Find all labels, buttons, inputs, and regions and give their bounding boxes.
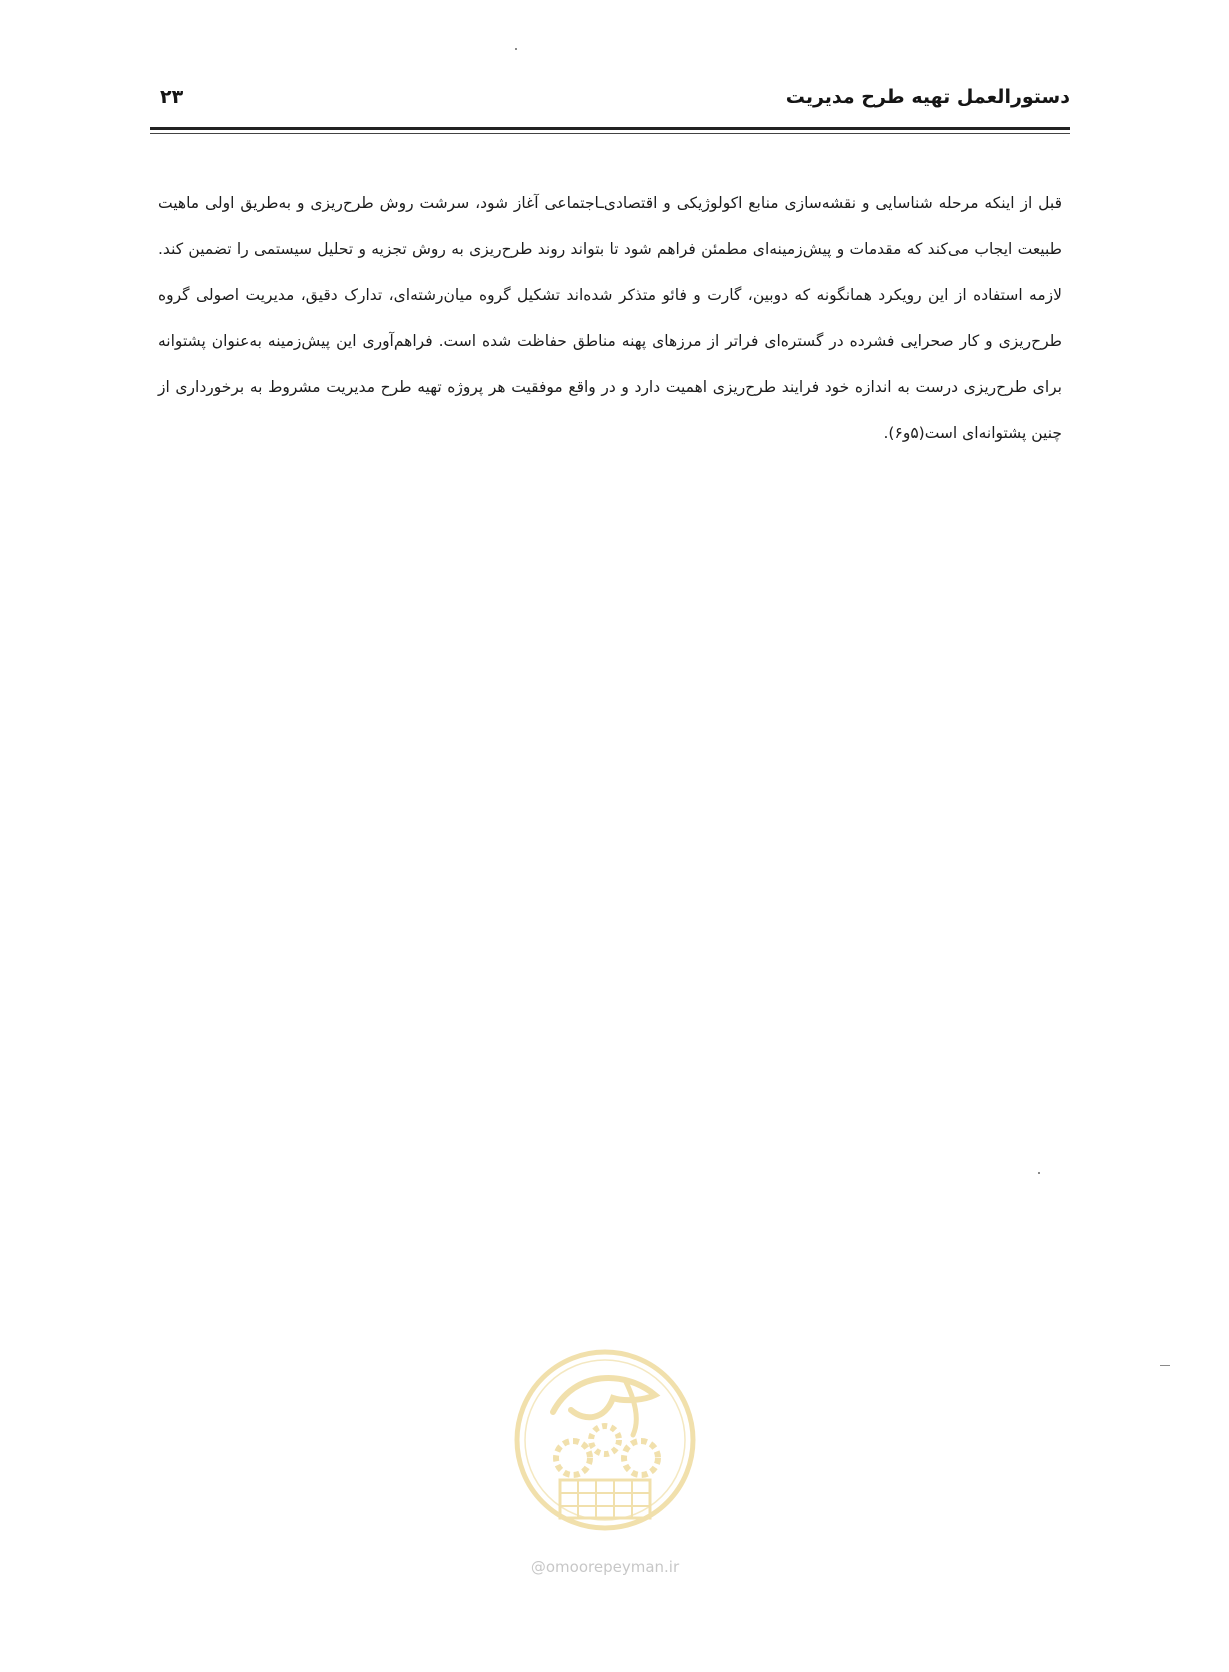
header-rule-thick <box>150 127 1070 130</box>
header-title: دستورالعمل تهیه طرح مدیریت <box>785 86 1070 108</box>
watermark-url: @omoorepeyman.ir <box>530 1558 680 1576</box>
scan-speck <box>1160 1365 1170 1366</box>
scan-speck <box>515 48 517 50</box>
running-header <box>150 80 1070 120</box>
body-paragraph: قبل از اینکه مرحله شناسایی و نقشه‌سازی منابع اکولوژیکی و اقتصادی‌ـاجتماعی آغاز شود، سرشت روش طرح‌ریزی و به‌طریق اولی ماهیت طبیعت ایجاب می‌کند که مقدمات و پیش‌زمینه‌ای مطمئن فراهم شود تا بتواند روند طرح‌ریزی به روش تجزیه و تحلیل سیستمی را تضمین کند. لازمه استفاده از این رویکرد همانگونه که دوبین، گارت و فائو متذکر شده‌اند تشکیل گروه میان‌رشته‌ای، تدارک دقیق، مدیریت اصولی گروه طرح‌ریزی و کار صحرایی فشرده در گستره‌ای فراتر از مرزهای پهنه مناطق حفاظت شده است. فراهم‌آوری این پیش‌زمینه به‌عنوان پشتوانه برای طرح‌ریزی درست به اندازه خود فرایند طرح‌ریزی اهمیت دارد و در واقع موفقیت هر پروژه تهیه طرح مدیریت مشروط به برخورداری از چنین پشتوانه‌ای است(۵و۶). <box>158 193 1062 442</box>
watermark <box>505 1340 705 1590</box>
header-rule-thin <box>150 133 1070 134</box>
scan-speck <box>1038 1172 1040 1174</box>
page-number: ۲۳ <box>160 86 184 108</box>
watermark-logo-icon <box>505 1340 705 1555</box>
